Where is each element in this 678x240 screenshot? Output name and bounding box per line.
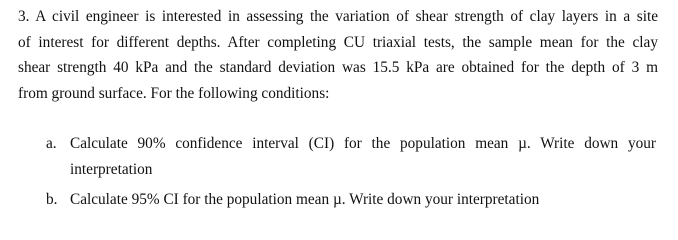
question-paragraph [18,4,658,106]
list-item-a-line-1: Calculate 90% confidence interval (CI) for the population mean µ. Write down your [70,135,656,152]
list-item-a-text [70,131,656,182]
question-line-1: 3. A civil engineer is interested in assessing the variation of shear strength of clay layers in a site [18,8,658,25]
list-item-b-line-1: Calculate 95% CI for the population mean µ. Write down your interpretation [70,191,540,208]
question-line-4: from ground surface. For the following conditions: [18,84,330,102]
list-item-b-text [70,187,539,213]
list-marker-a: a. [46,135,57,152]
question-line-3: shear strength 40 kPa and the standard deviation was 15.5 kPa are obtained for the depth of 3 m [18,59,658,77]
list-item-a-line-2: interpretation [70,160,153,178]
question-line-2: of interest for different depths. After completing CU triaxial tests, the sample mean for the clay [18,33,658,51]
list-marker-b: b. [46,191,58,208]
